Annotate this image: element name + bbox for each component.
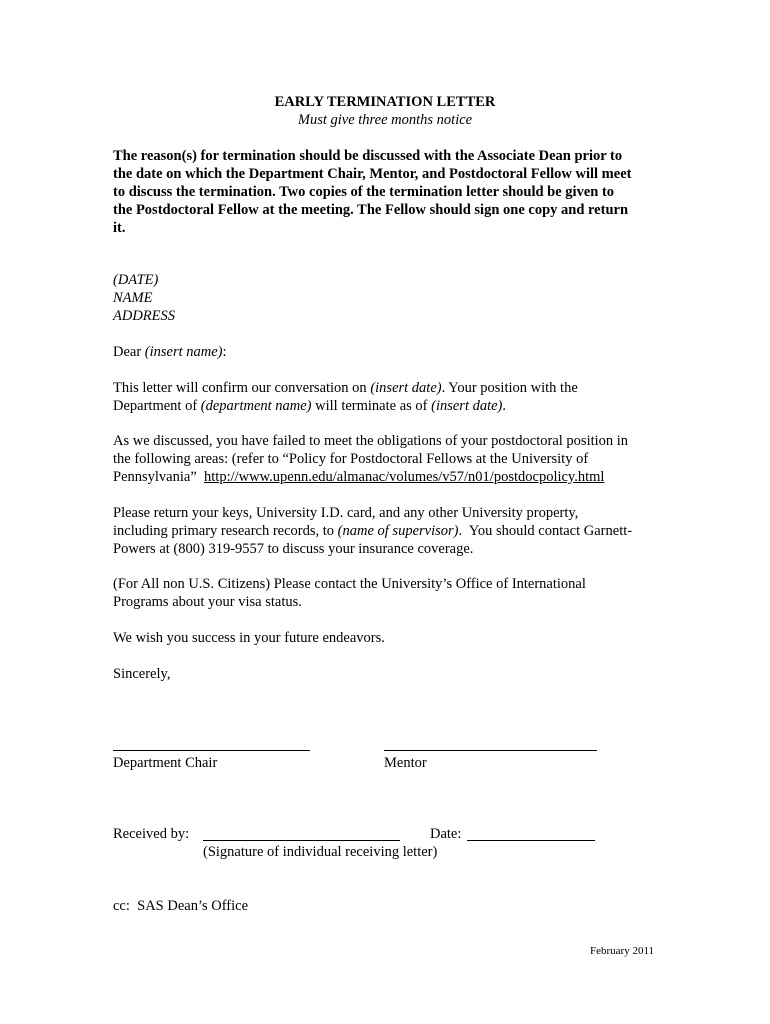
intro-line: The reason(s) for termination should be discussed with the Associate Dean prior to [113, 148, 623, 164]
text-span: Department of [113, 398, 201, 414]
paragraph-line: Programs about your visa status. [113, 594, 302, 610]
insert-date-placeholder: (insert date) [370, 380, 442, 396]
paragraph-line: the following areas: (refer to “Policy for Postdoctoral Fellows at the University of [113, 451, 589, 467]
paragraph-line [113, 379, 673, 397]
chair-signature-line [113, 750, 310, 751]
mentor-signature-line [384, 750, 597, 751]
received-note: (Signature of individual receiving letter) [203, 844, 438, 860]
address-name: NAME [113, 290, 153, 306]
page-title: EARLY TERMINATION LETTER [274, 94, 496, 110]
intro-line: the Postdoctoral Fellow at the meeting. The Fellow should sign one copy and return [113, 202, 629, 218]
paragraph-line [113, 468, 673, 486]
salutation-prefix: Dear [113, 344, 145, 360]
address-date: (DATE) [113, 272, 159, 288]
paragraph-line: Powers at (800) 319-9557 to discuss your insurance coverage. [113, 541, 474, 557]
department-name-placeholder: (department name) [200, 398, 312, 414]
text-span: . [502, 398, 507, 414]
mentor-label: Mentor [384, 755, 427, 771]
paragraph-line: (For All non U.S. Citizens) Please contact the University’s Office of International [113, 576, 586, 592]
date-label: Date: [430, 826, 462, 842]
paragraph-line: Please return your keys, University I.D. card, and any other University property, [113, 505, 579, 521]
paragraph-obligations [113, 432, 673, 486]
intro-line: to discuss the termination. Two copies of the termination letter should be given to [113, 184, 615, 200]
salutation [113, 343, 673, 361]
closing: Sincerely, [113, 666, 171, 682]
salutation-placeholder: (insert name) [144, 344, 223, 360]
paragraph-line [113, 397, 673, 415]
paragraph-return-property [113, 504, 673, 558]
paragraph-conversation [113, 379, 673, 415]
received-by-label: Received by: [113, 826, 190, 842]
paragraph-line [113, 522, 673, 540]
text-span: including primary research records, to [113, 523, 338, 539]
text-span: This letter will confirm our conversation on [113, 380, 371, 396]
address-block [113, 271, 673, 325]
address-address: ADDRESS [113, 308, 176, 324]
footer-date: February 2011 [590, 945, 655, 957]
cc-line: cc: SAS Dean’s Office [113, 898, 249, 914]
paragraph-wishes: We wish you success in your future endeavors. [113, 630, 385, 646]
intro-line: the date on which the Department Chair, Mentor, and Postdoctoral Fellow will meet [113, 166, 632, 182]
insert-date-placeholder: (insert date) [431, 398, 503, 414]
page-subtitle: Must give three months notice [297, 112, 473, 128]
received-signature-line [203, 840, 400, 841]
intro-line: it. [113, 220, 126, 236]
text-span: Pennsylvania” [113, 469, 205, 485]
paragraph-line: As we discussed, you have failed to meet the obligations of your postdoctoral position in [113, 433, 629, 449]
text-span: will terminate as of [311, 398, 432, 414]
policy-link[interactable]: http://www.upenn.edu/almanac/volumes/v57/n01/postdocpolicy.html [204, 469, 605, 485]
chair-label: Department Chair [113, 755, 218, 771]
date-line [467, 840, 595, 841]
text-span: . You should contact Garnett- [458, 523, 633, 539]
text-span: . Your position with the [441, 380, 578, 396]
supervisor-placeholder: (name of supervisor) [337, 523, 459, 539]
salutation-suffix: : [222, 344, 227, 360]
paragraph-international [113, 575, 673, 611]
intro-instructions [113, 147, 661, 237]
